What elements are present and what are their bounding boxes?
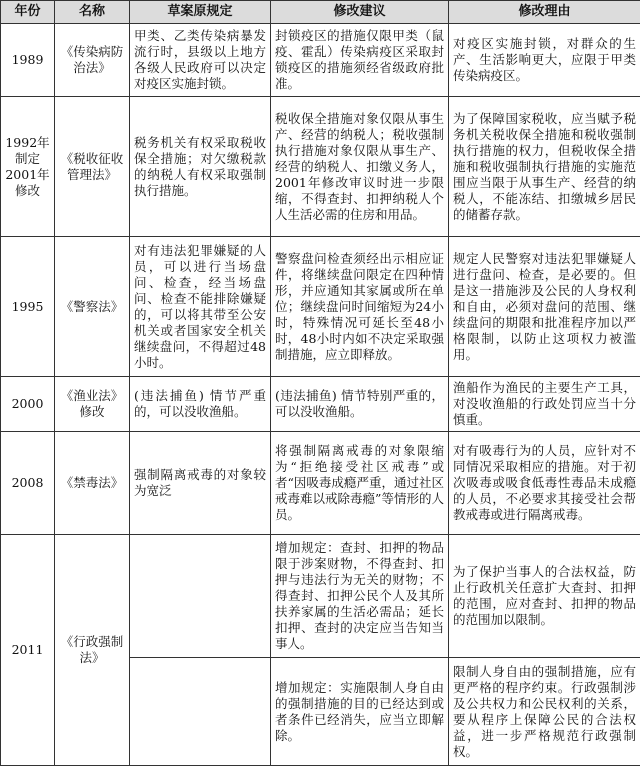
suggestion-cell: 增加规定：实施限制人身自由的强制措施的目的已经达到或者条件已经消失，应当立即解除。: [271, 658, 449, 766]
original-provision-cell: [130, 658, 271, 766]
law-name-text: 《渔业法》: [59, 388, 125, 404]
original-provision-cell: 税务机关有权采取税收保全措施；对欠缴税款的纳税人有权采取强制执行措施。: [130, 97, 271, 237]
header-reason: 修改理由: [449, 1, 640, 24]
suggestion-cell: (违法捕鱼) 情节特别严重的，可以没收渔船。: [271, 377, 449, 432]
law-name-cell: [55, 535, 130, 766]
suggestion-cell: 将强制隔离戒毒的对象限缩为“拒绝接受社区戒毒”或者“因吸毒成瘾严重，通过社区戒毒难以戒除毒瘾”等情形的人员。: [271, 432, 449, 535]
law-name-text: 《禁毒法》: [59, 475, 125, 491]
year-text: 1989: [5, 52, 50, 68]
header-year: 年份: [1, 1, 55, 24]
law-name-text: 法》: [59, 650, 125, 666]
reason-cell: 限制人身自由的强制措施，应有更严格的程序约束。行政强制涉及公共权力和公民权利的关系，要从程序上保障公民的合法权益，进一步严格规范行政强制权。: [449, 658, 640, 766]
year-text: 2011: [5, 642, 50, 658]
law-name-text: 管理法》: [59, 167, 125, 183]
law-name-text: 《行政强制: [59, 634, 125, 650]
year-text: 2008: [5, 475, 50, 491]
reason-cell: 为了保护当事人的合法权益，防止行政机关任意扩大查封、扣押的范围，应对查封、扣押的物品的范围加以限制。: [449, 535, 640, 658]
year-text: 1992年: [5, 135, 50, 151]
law-name-cell: [55, 237, 130, 377]
original-provision-cell: 强制隔离戒毒的对象较为宽泛: [130, 432, 271, 535]
reason-cell: 为了保障国家税收，应当赋予税务机关税收保全措施和税收强制执行措施的权力，但税收保全措施和税收强制执行措施的实施范围应当限于从事生产、经营的纳税人，不能冻结、扣缴城乡居民的储蓄存款。: [449, 97, 640, 237]
law-name-cell: [55, 377, 130, 432]
original-provision-cell: (违法捕鱼) 情节严重的，可以没收渔船。: [130, 377, 271, 432]
law-name-text: 《警察法》: [59, 299, 125, 315]
law-name-cell: [55, 97, 130, 237]
suggestion-cell: 警察盘问检查须经出示相应证件，将继续盘问限定在四种情形，并应通知其家属或所在单位；继续盘问时间缩短为24小时，特殊情况可延长至48小时，48小时内如不决定采取强制措施，应立即释放。: [271, 237, 449, 377]
reason-cell: 规定人民警察对违法犯罪嫌疑人进行盘问、检查，是必要的。但是这一措施涉及公民的人身权利和自由，必须对盘问的范围、继续盘问的期限和批准程序加以严格限制，以防止这项权力被滥用。: [449, 237, 640, 377]
table-row: [1, 377, 640, 432]
suggestion-cell: 税收保全措施对象仅限从事生产、经营的纳税人；税收强制执行措施对象仅限从事生产、经营的纳税人、扣缴义务人，2001年修改审议时进一步限缩，不得查封、扣押纳税人个人生活必需的住房和用品。: [271, 97, 449, 237]
header-name: 名称: [55, 1, 130, 24]
year-cell: [1, 377, 55, 432]
suggestion-cell: 增加规定：查封、扣押的物品限于涉案财物，不得查封、扣押与违法行为无关的财物；不得查封、扣押公民个人及其所扶养家属的生活必需品；延长扣押、查封的决定应当告知当事人。: [271, 535, 449, 658]
year-text: 制定: [5, 151, 50, 167]
year-cell: [1, 97, 55, 237]
suggestion-cell: 封锁疫区的措施仅限甲类（鼠疫、霍乱）传染病疫区采取封锁疫区的措施须经省级政府批准。: [271, 24, 449, 97]
law-name-cell: [55, 432, 130, 535]
law-name-cell: [55, 24, 130, 97]
original-provision-cell: 甲类、乙类传染病暴发流行时，县级以上地方各级人民政府可以决定对疫区实施封锁。: [130, 24, 271, 97]
year-cell: [1, 535, 55, 766]
year-text: 修改: [5, 183, 50, 199]
reason-cell: 对有吸毒行为的人员，应针对不同情况采取相应的措施。对于初次吸毒或吸食低毒性毒品未成瘾的人员，不必要求其接受社会帮教戒毒或进行隔离戒毒。: [449, 432, 640, 535]
header-suggestion: 修改建议: [271, 1, 449, 24]
table-row: [1, 97, 640, 237]
table-row: [1, 432, 640, 535]
law-name-text: 修改: [59, 404, 125, 420]
header-original: 草案原规定: [130, 1, 271, 24]
year-cell: [1, 237, 55, 377]
law-name-text: 治法》: [59, 60, 125, 76]
reason-cell: 对疫区实施封锁，对群众的生产、生活影响更大，应限于甲类传染病疫区。: [449, 24, 640, 97]
year-cell: [1, 24, 55, 97]
original-provision-cell: 对有违法犯罪嫌疑的人员，可以进行当场盘问、检查，经当场盘问、检查不能排除嫌疑的，可以将其带至公安机关或者国家安全机关继续盘问，不得超过48小时。: [130, 237, 271, 377]
header-row: [1, 1, 640, 24]
reason-cell: 渔船作为渔民的主要生产工具，对没收渔船的行政处罚应当十分慎重。: [449, 377, 640, 432]
table-row: [1, 237, 640, 377]
year-text: 1995: [5, 299, 50, 315]
year-cell: [1, 432, 55, 535]
year-text: 2000: [5, 396, 50, 412]
law-name-text: 《传染病防: [59, 44, 125, 60]
table-row: [1, 535, 640, 658]
law-name-text: 《税收征收: [59, 151, 125, 167]
year-text: 2001年: [5, 167, 50, 183]
original-provision-cell: [130, 535, 271, 658]
table-row: [1, 24, 640, 97]
